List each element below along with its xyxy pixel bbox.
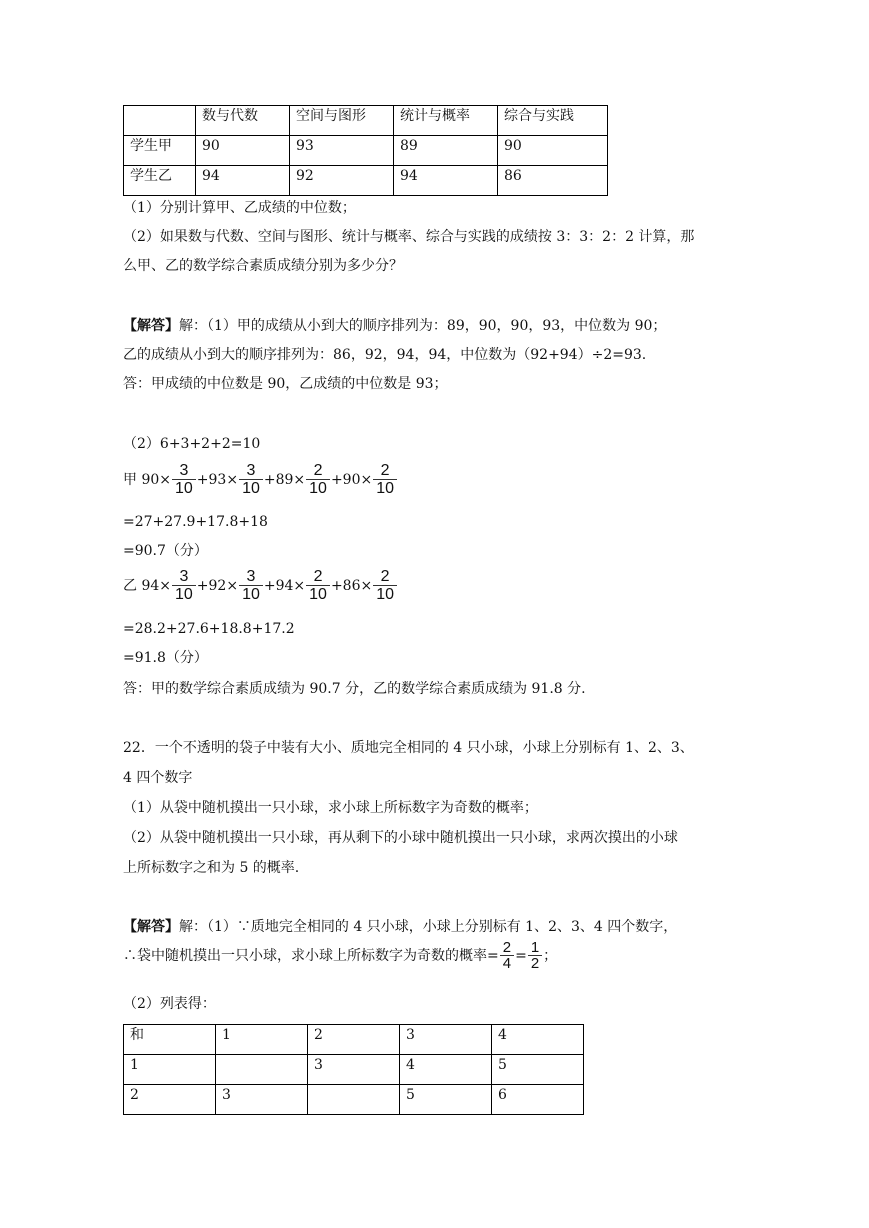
table-cell [308, 1085, 400, 1115]
table-cell: 空间与图形 [290, 106, 394, 136]
fraction: $\frac{2}{10}$ [373, 462, 397, 497]
table-cell: 1 [216, 1025, 308, 1055]
q21-part2-line1: （2）如果数与代数、空间与图形、统计与概率、综合与实践的成绩按 3：3：2：2 计算，那 [123, 229, 695, 245]
table-cell: 2 [124, 1085, 216, 1115]
answer-tag: 【解答】 [123, 919, 179, 935]
table-cell: 4 [492, 1025, 584, 1055]
solution-21-answer: 答：甲的数学综合素质成绩为 90.7 分，乙的数学综合素质成绩为 91.8 分. [123, 681, 586, 697]
table-cell: 86 [498, 166, 608, 196]
table-cell: 5 [400, 1085, 492, 1115]
jia-weighted-formula: 甲 90× $\frac{3}{10}$ +93× $\frac{3}{10}$ +89× $\frac{2}{10}$ +90× $\frac{2}{10}$ [123, 462, 398, 497]
fraction: $\frac{3}{10}$ [172, 462, 196, 497]
table-cell: 和 [124, 1025, 216, 1055]
table-cell [216, 1055, 308, 1085]
fraction: $\frac{3}{10}$ [239, 568, 263, 603]
table-cell: 90 [498, 136, 608, 166]
table-header-row [124, 1025, 584, 1055]
fraction: $\frac{2}{10}$ [306, 568, 330, 603]
table-row [124, 1055, 584, 1085]
fraction: $\frac{1}{2}$ [528, 940, 542, 971]
solution-22-line2: ∴袋中随机摸出一只小球，求小球上所标数字为奇数的概率= $\frac{2}{4}$ = $\frac{1}{2}$ ； [123, 939, 558, 972]
jia-result: =90.7（分） [123, 543, 208, 559]
table-row [124, 1085, 584, 1115]
fraction: $\frac{2}{4}$ [500, 940, 514, 971]
solution-21-line1: 【解答】解：（1）甲的成绩从小到大的顺序排列为：89，90，90，93，中位数为 90； [123, 318, 667, 334]
table-row [124, 136, 608, 166]
q22-line2: 4 四个数字 [123, 770, 193, 786]
q21-part2-line2: 么甲、乙的数学综合素质成绩分别为多少分？ [123, 258, 403, 274]
fraction: $\frac{2}{10}$ [306, 462, 330, 497]
table-cell: 89 [394, 136, 498, 166]
table-cell: 4 [400, 1055, 492, 1085]
table-cell: 1 [124, 1055, 216, 1085]
table-row [124, 166, 608, 196]
answer-tag: 【解答】 [123, 318, 179, 334]
table-cell: 3 [308, 1055, 400, 1085]
jia-step1: =27+27.9+17.8+18 [123, 514, 268, 530]
table-cell: 5 [492, 1055, 584, 1085]
table-cell: 92 [290, 166, 394, 196]
q22-part2-line1: （2）从袋中随机摸出一只小球，再从剩下的小球中随机摸出一只小球，求两次摸出的小球 [123, 830, 678, 846]
table-cell: 93 [290, 136, 394, 166]
table-cell: 综合与实践 [498, 106, 608, 136]
table-cell: 94 [196, 166, 290, 196]
q21-part1: （1）分别计算甲、乙成绩的中位数； [123, 200, 356, 216]
sum-table [123, 1024, 584, 1115]
table-cell [124, 106, 196, 136]
table-cell: 学生乙 [124, 166, 196, 196]
q22-part1: （1）从袋中随机摸出一只小球，求小球上所标数字为奇数的概率； [123, 800, 538, 816]
solution-22-line1: 【解答】解：（1）∵质地完全相同的 4 只小球，小球上分别标有 1、2、3、4 四个数字， [123, 919, 678, 935]
table-cell: 3 [216, 1085, 308, 1115]
table-cell: 3 [400, 1025, 492, 1055]
table-cell: 94 [394, 166, 498, 196]
solution-21-line3: 答：甲成绩的中位数是 90，乙成绩的中位数是 93； [123, 376, 448, 392]
fraction: $\frac{2}{10}$ [373, 568, 397, 603]
table-cell: 2 [308, 1025, 400, 1055]
fraction: $\frac{3}{10}$ [172, 568, 196, 603]
yi-result: =91.8（分） [123, 650, 208, 666]
solution-22-line3: （2）列表得： [123, 996, 216, 1012]
table-cell: 90 [196, 136, 290, 166]
table-cell: 学生甲 [124, 136, 196, 166]
q22-line1: 22．一个不透明的袋子中装有大小、质地完全相同的 4 只小球，小球上分别标有 1、2、3、 [123, 740, 694, 756]
table-cell: 统计与概率 [394, 106, 498, 136]
score-table [123, 105, 608, 196]
yi-weighted-formula: 乙 94× $\frac{3}{10}$ +92× $\frac{3}{10}$ +94× $\frac{2}{10}$ +86× $\frac{2}{10}$ [123, 568, 398, 603]
fraction: $\frac{3}{10}$ [239, 462, 263, 497]
solution-21-line2: 乙的成绩从小到大的顺序排列为：86，92，94，94，中位数为（92+94）÷2=93. [123, 347, 647, 363]
yi-step1: =28.2+27.6+18.8+17.2 [123, 621, 295, 637]
table-cell: 6 [492, 1085, 584, 1115]
table-cell: 数与代数 [196, 106, 290, 136]
q22-part2-line2: 上所标数字之和为 5 的概率. [123, 860, 300, 876]
solution-21-line4: （2）6+3+2+2=10 [123, 436, 261, 452]
table-header-row [124, 106, 608, 136]
